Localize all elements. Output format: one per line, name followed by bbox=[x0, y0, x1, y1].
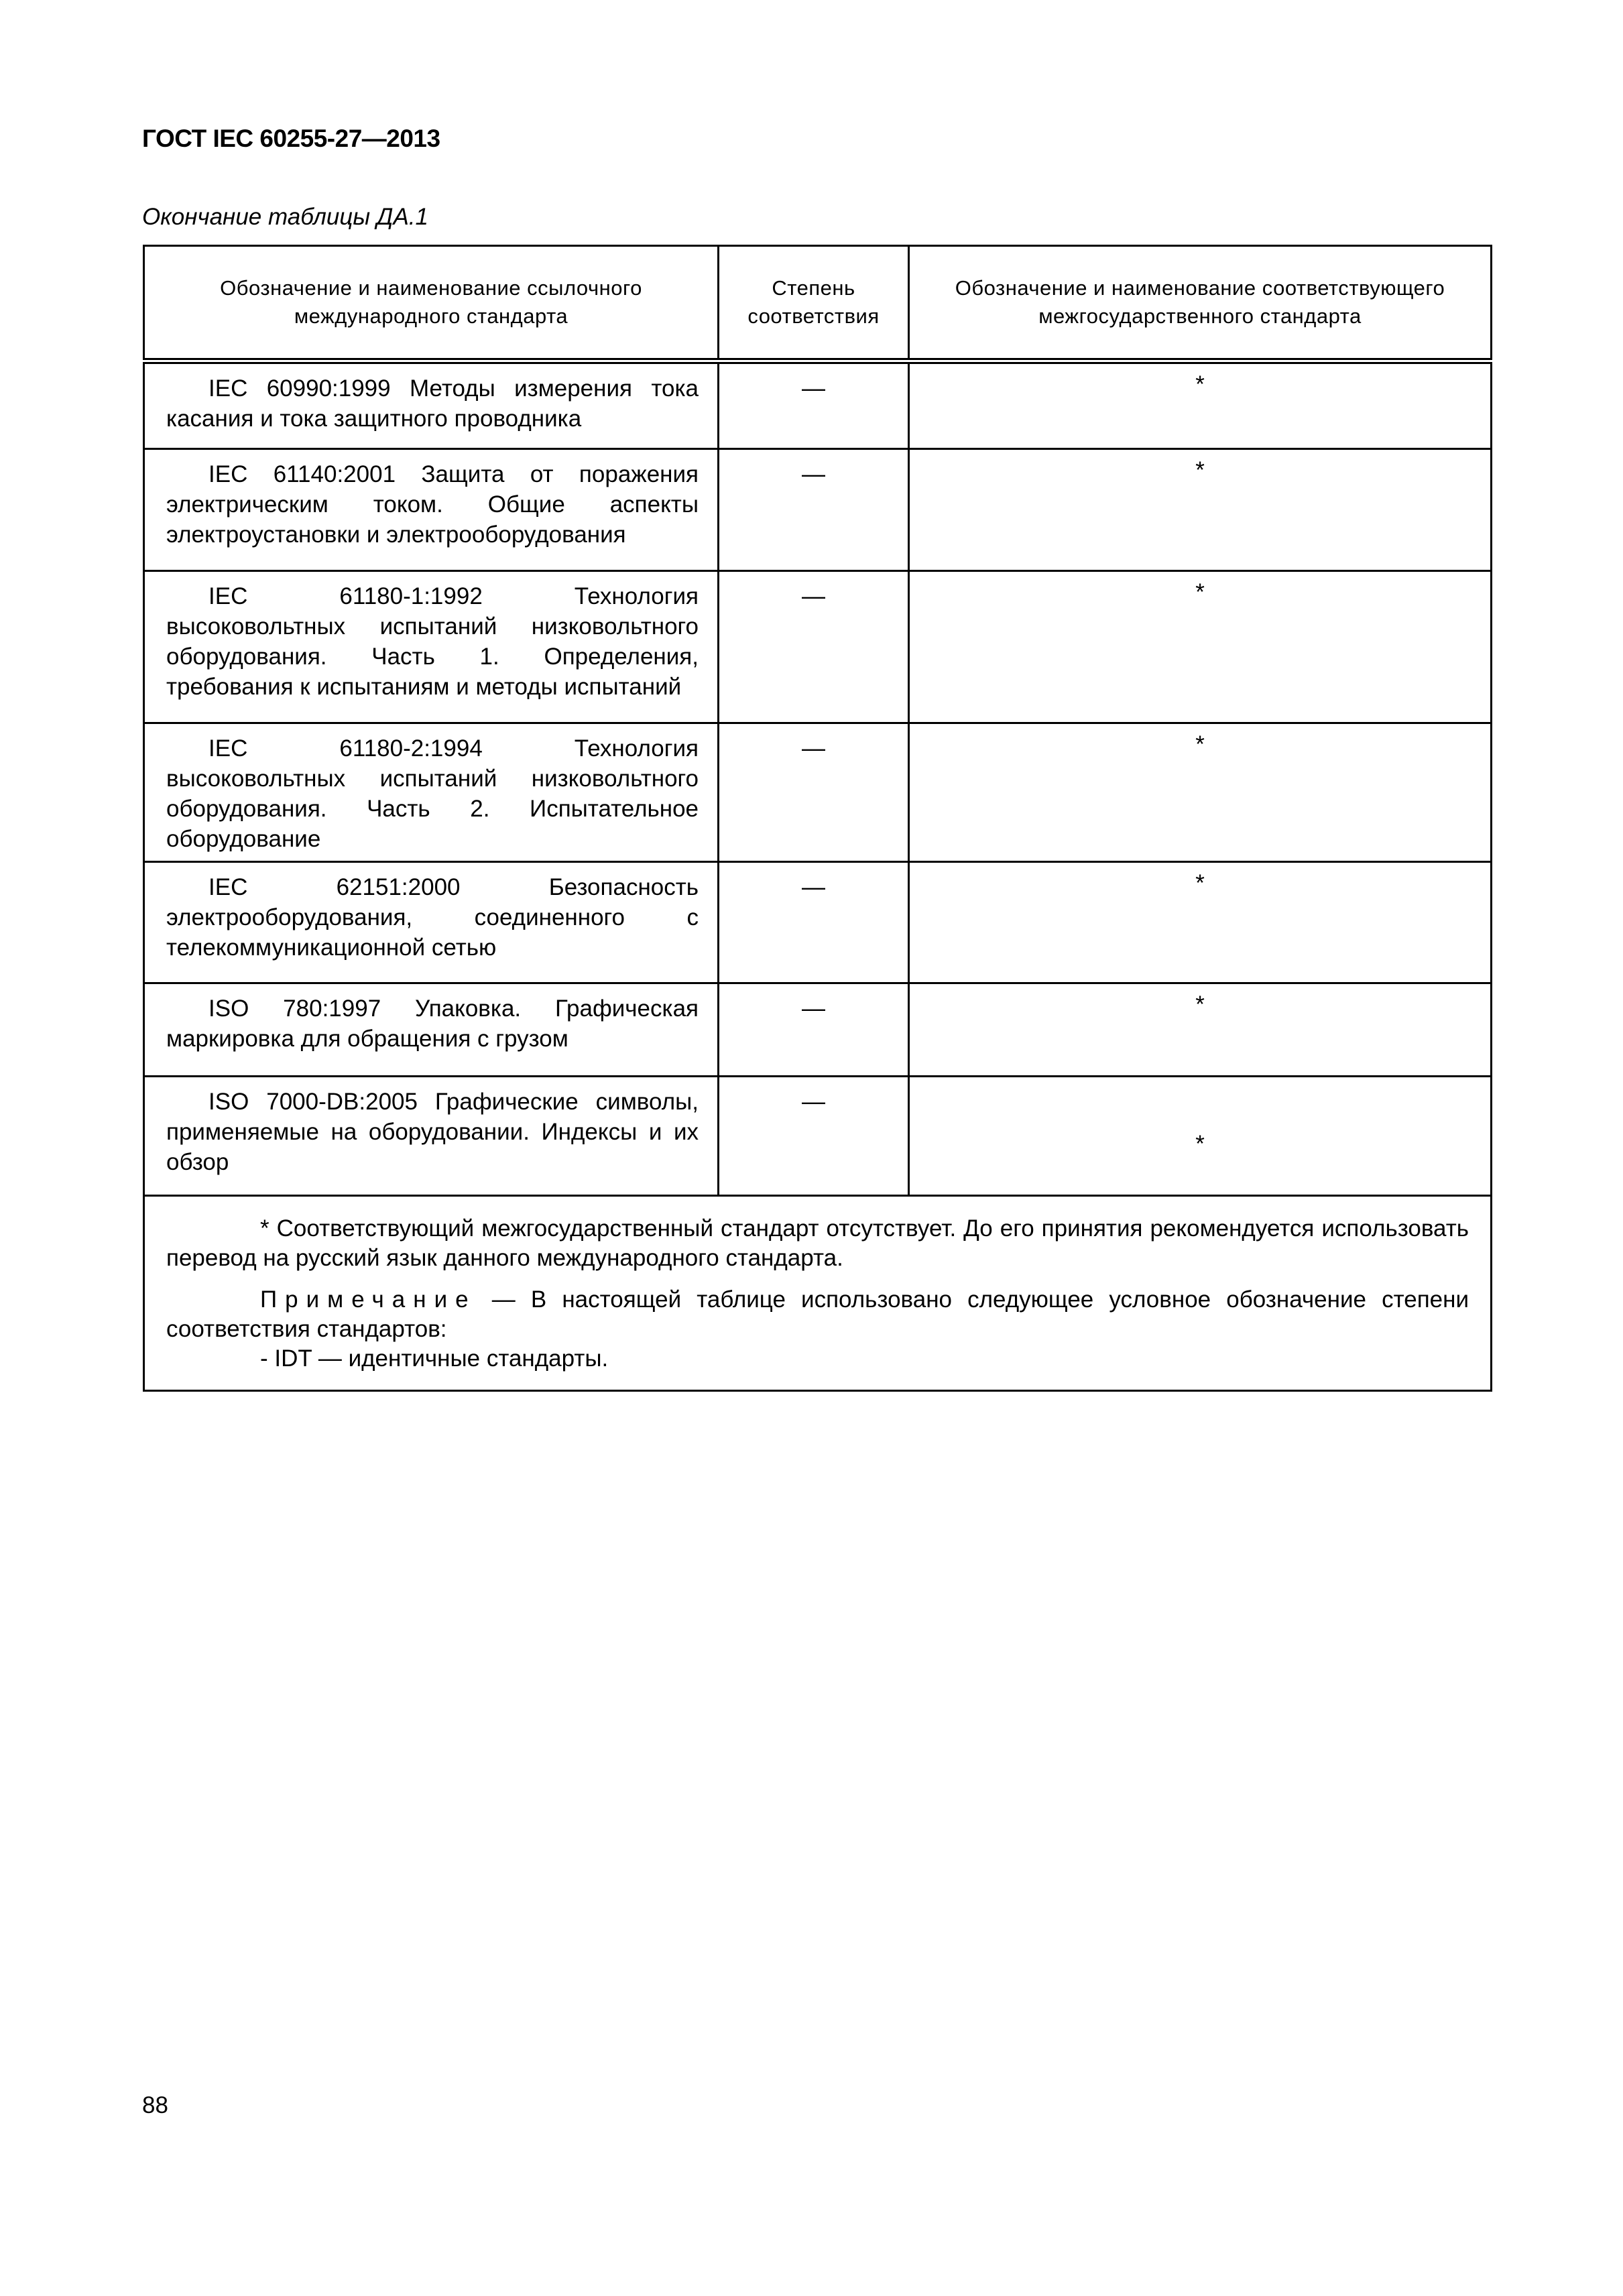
degree-cell: — bbox=[719, 361, 909, 449]
corresponding-cell: * bbox=[909, 571, 1492, 723]
reference-cell: IEC 61180-1:1992 Технология высоковольтных испытаний низковольтного оборудования. Часть 1. Определения, требования к испытаниям и методы испытаний bbox=[144, 571, 719, 723]
standards-table bbox=[143, 245, 1492, 1392]
table-row bbox=[144, 983, 1492, 1077]
table-row bbox=[144, 1077, 1492, 1196]
degree-cell: — bbox=[719, 983, 909, 1077]
table-row bbox=[144, 571, 1492, 723]
corresponding-cell: * bbox=[909, 983, 1492, 1077]
corresponding-cell: * bbox=[909, 449, 1492, 571]
table-header-row bbox=[144, 246, 1492, 361]
table-row bbox=[144, 361, 1492, 449]
reference-cell: IEC 61140:2001 Защита от поражения электрическим током. Общие аспекты электроустановки и электрооборудования bbox=[144, 449, 719, 571]
degree-cell: — bbox=[719, 723, 909, 862]
footnote: * Соответствующий межгосударственный стандарт отсутствует. До его принятия рекомендуется использовать перевод на русский язык данного международного стандарта. bbox=[166, 1215, 1469, 1271]
table-row bbox=[144, 449, 1492, 571]
column-header-degree: Степень соответствия bbox=[719, 246, 909, 361]
corresponding-cell: * bbox=[909, 1077, 1492, 1196]
note-item: - IDT — идентичные стандарты. bbox=[260, 1345, 609, 1372]
note-text: — В настоящей таблице использовано следующее условное обозначение степени соответствия стандартов: bbox=[166, 1286, 1469, 1342]
degree-cell: — bbox=[719, 1077, 909, 1196]
note-label: Примечание bbox=[260, 1286, 477, 1313]
table-row bbox=[144, 723, 1492, 862]
table-notes bbox=[144, 1196, 1492, 1391]
reference-cell: ISO 7000-DB:2005 Графические символы, применяемые на оборудовании. Индексы и их обзор bbox=[144, 1077, 719, 1196]
reference-cell: IEC 61180-2:1994 Технология высоковольтных испытаний низковольтного оборудования. Часть 2. Испытательное оборудование bbox=[144, 723, 719, 862]
column-header-corresponding: Обозначение и наименование соответствующего межгосударственного стандарта bbox=[909, 246, 1492, 361]
table-row bbox=[144, 862, 1492, 983]
reference-cell: IEC 60990:1999 Методы измерения тока касания и тока защитного проводника bbox=[144, 361, 719, 449]
note bbox=[166, 1285, 1469, 1344]
corresponding-cell: * bbox=[909, 862, 1492, 983]
corresponding-cell: * bbox=[909, 361, 1492, 449]
degree-cell: — bbox=[719, 862, 909, 983]
document-header: ГОСТ IEC 60255-27—2013 bbox=[142, 125, 440, 152]
corresponding-cell: * bbox=[909, 723, 1492, 862]
reference-cell: ISO 780:1997 Упаковка. Графическая маркировка для обращения с грузом bbox=[144, 983, 719, 1077]
table-caption: Окончание таблицы ДА.1 bbox=[142, 204, 428, 230]
reference-cell: IEC 62151:2000 Безопасность электрооборудования, соединенного с телекоммуникационной сетью bbox=[144, 862, 719, 983]
degree-cell: — bbox=[719, 571, 909, 723]
degree-cell: — bbox=[719, 449, 909, 571]
column-header-reference: Обозначение и наименование ссылочного международного стандарта bbox=[144, 246, 719, 361]
page-number: 88 bbox=[142, 2092, 168, 2118]
table-notes-row bbox=[144, 1196, 1492, 1391]
